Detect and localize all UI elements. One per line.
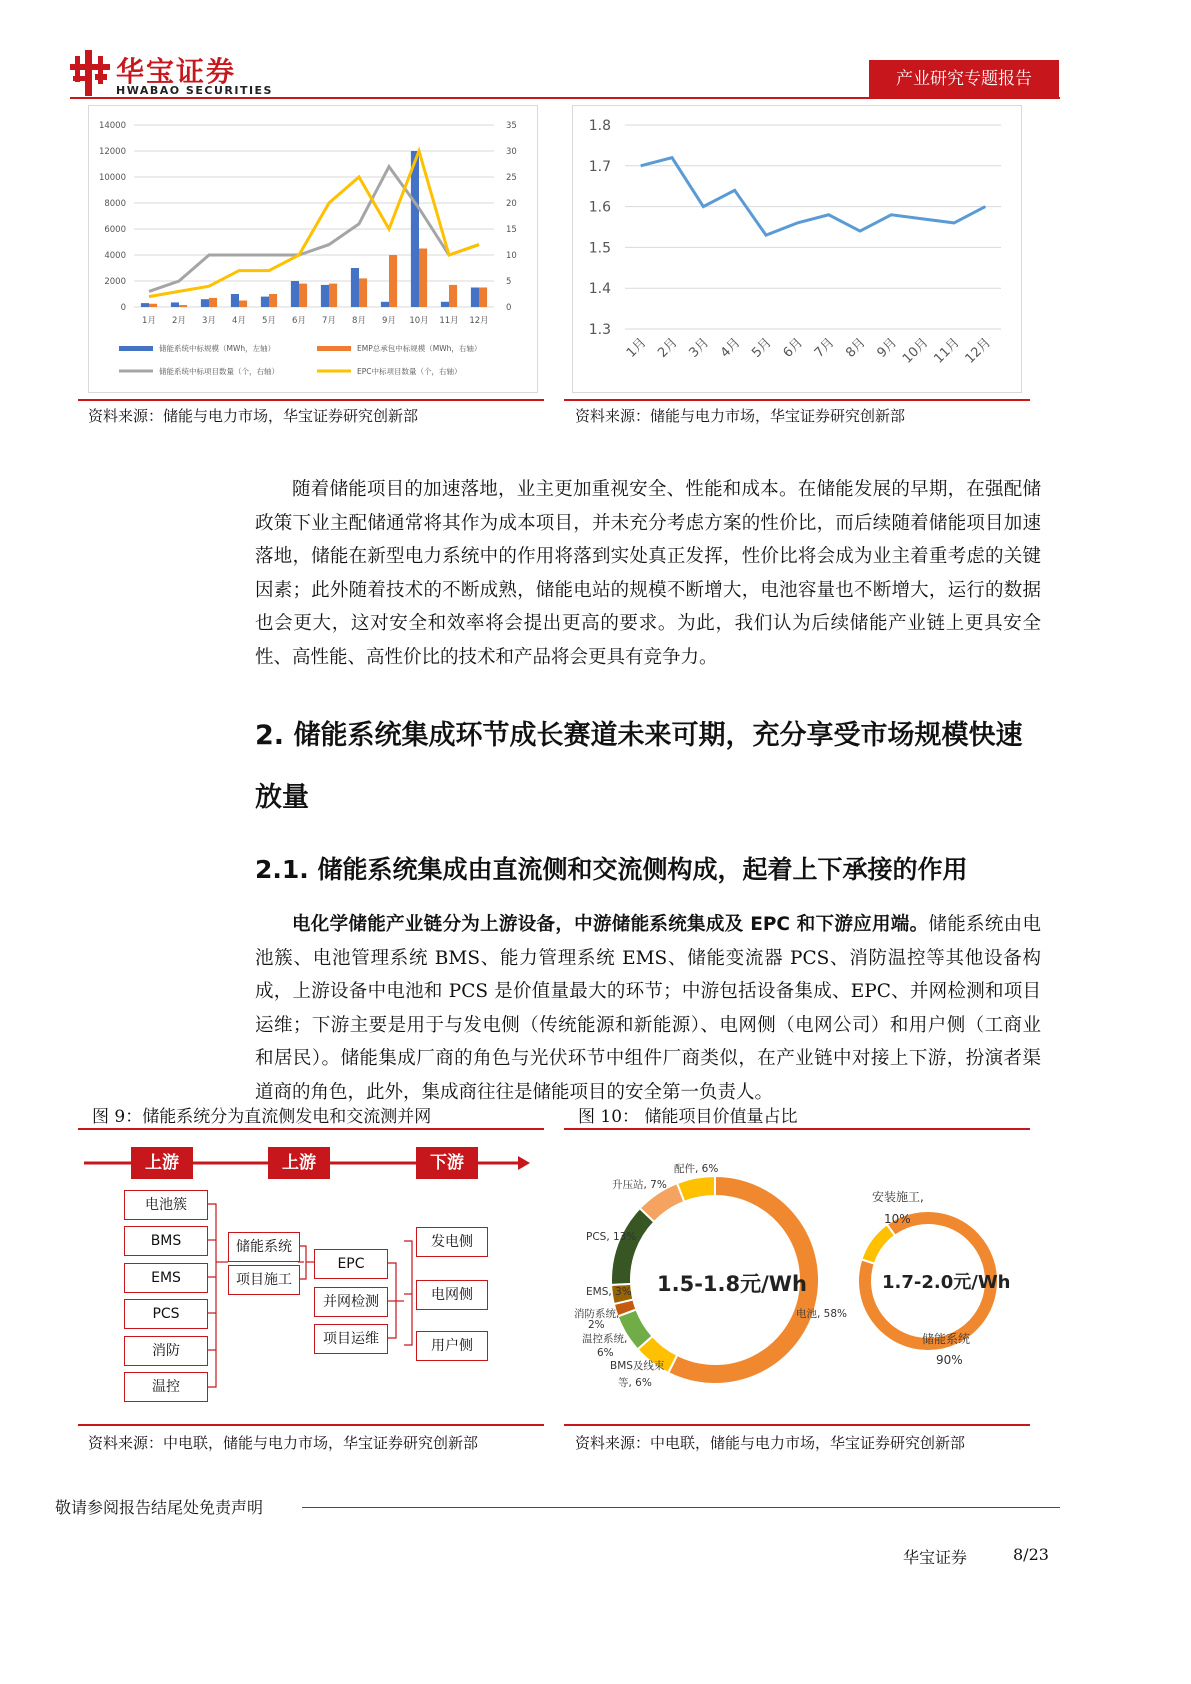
legend-label: 储能系统中标项目数量（个，右轴） (159, 367, 279, 376)
donut-slice (611, 1208, 654, 1285)
header-rule (70, 97, 1060, 99)
fig9-box-construction: 项目施工 (228, 1265, 300, 1295)
fig10-bottom-rule (564, 1424, 1030, 1426)
label-boost: 升压站, 7% (612, 1179, 667, 1191)
y-left-tick-label: 2000 (104, 277, 126, 287)
label-ems: EMS, 3% (586, 1286, 632, 1298)
series-line (641, 158, 986, 236)
footer-rule (302, 1507, 1060, 1508)
y-tick-label: 1.4 (588, 281, 611, 298)
x-tick-label: 12月 (469, 316, 489, 326)
para2-rest: 储能系统由电池簇、电池管理系统 BMS、能力管理系统 EMS、储能变流器 PCS、消防温控等其他设备构成，上游设备中电池和 PCS 是价值量最大的环节；中游包括设备集成、EPC、并网检测和项目运维；下游主要是用于与发电侧（传统能源和新能源）、电网侧（电网公司）和用户侧（工商业和居民）。储能集成厂商的角色与光伏环节中组件厂商类似，在产业链中对接上下游，扮演者渠道商的角色，此外，集成商往往是储能项目的安全第一负责人。 (255, 914, 1041, 1103)
y-right-tick-label: 35 (506, 121, 517, 131)
y-tick-label: 1.8 (588, 118, 611, 134)
section-heading (255, 705, 1041, 829)
bar (411, 151, 419, 307)
x-tick-label: 5月 (749, 335, 775, 361)
fig9-box-operation: 项目运维 (314, 1324, 388, 1354)
bar (201, 299, 209, 307)
x-tick-label: 10月 (409, 316, 429, 326)
fig9-bottom-rule (78, 1424, 544, 1426)
bar (419, 249, 427, 308)
header (0, 0, 1191, 105)
label-battery: 电池, 58% (796, 1308, 848, 1320)
bar (329, 284, 337, 307)
fig9-caption: 图 9：储能系统分为直流侧发电和交流测并网 (92, 1107, 432, 1127)
label-system-2: 90% (936, 1353, 963, 1367)
fig9-box-battery-cluster: 电池簇 (124, 1190, 208, 1220)
y-right-tick-label: 15 (506, 225, 517, 235)
fig9-head-upstream-2: 上游 (268, 1147, 330, 1179)
y-left-tick-label: 14000 (98, 121, 126, 131)
para2-bold: 电化学储能产业链分为上游设备，中游储能系统集成及 EPC 和下游应用端。 (292, 914, 929, 935)
label-temp-1: 温控系统, (582, 1333, 628, 1345)
label-fire-2: 2% (588, 1319, 605, 1331)
x-tick-label: 6月 (292, 316, 306, 326)
x-tick-label: 8月 (352, 316, 366, 326)
h3-text: 2.1. 储能系统集成由直流侧和交流侧构成，起着上下承接的作用 (255, 855, 968, 884)
donut-slice (861, 1224, 895, 1263)
x-tick-label: 9月 (382, 316, 396, 326)
bar (269, 294, 277, 307)
label-bms-1: BMS及线束 (610, 1360, 665, 1372)
label-system-1: 储能系统 (922, 1332, 971, 1346)
y-left-tick-label: 6000 (104, 225, 126, 235)
body-paragraph-2 (255, 908, 1041, 1109)
label-parts: 配件, 6% (674, 1163, 719, 1175)
y-right-tick-label: 10 (506, 251, 517, 261)
bar (351, 268, 359, 307)
x-tick-label: 11月 (931, 335, 963, 367)
x-tick-label: 3月 (202, 316, 216, 326)
legend-swatch (317, 346, 351, 351)
bar (171, 302, 179, 307)
x-tick-label: 7月 (811, 335, 838, 361)
legend-label: 储能系统中标规模（MWh，左轴） (159, 344, 276, 353)
legend-swatch (119, 346, 153, 351)
label-fire-1: 消防系统, (574, 1308, 620, 1320)
bar (381, 302, 389, 307)
x-tick-label: 4月 (232, 316, 246, 326)
report-type-badge: 产业研究专题报告 (869, 60, 1059, 98)
subsection-heading (255, 850, 1041, 886)
y-tick-label: 1.3 (588, 322, 611, 338)
bar (141, 303, 149, 307)
x-tick-label: 1月 (623, 335, 650, 361)
y-right-tick-label: 25 (506, 173, 517, 183)
label-install-1: 安装施工, (872, 1190, 924, 1204)
fig9-box-fire: 消防 (124, 1336, 208, 1366)
fig10-diagram (564, 1131, 1030, 1421)
bar (261, 297, 269, 307)
chart1-source: 资料来源：储能与电力市场，华宝证券研究创新部 (88, 407, 419, 425)
fig10-top-rule (564, 1128, 1030, 1130)
label-pcs: PCS, 13% (586, 1231, 637, 1243)
fig9-box-epc: EPC (314, 1249, 388, 1279)
y-tick-label: 1.6 (588, 199, 611, 216)
bar (231, 294, 239, 307)
donut2-center: 1.7-2.0元/Wh (882, 1272, 1011, 1293)
x-tick-label: 4月 (717, 335, 744, 361)
y-right-tick-label: 30 (506, 147, 517, 157)
x-tick-label: 2月 (172, 316, 186, 326)
body-paragraph-1 (255, 473, 1041, 674)
chart2-rule (564, 399, 1030, 401)
bar (449, 285, 457, 307)
y-left-tick-label: 8000 (104, 199, 126, 209)
bar (471, 288, 479, 308)
bar (239, 301, 247, 308)
x-tick-label: 1月 (142, 316, 156, 326)
fig9-box-pcs: PCS (124, 1299, 208, 1329)
y-right-tick-label: 20 (506, 199, 517, 209)
chart1-rule (78, 399, 544, 401)
fig10-caption: 图 10： 储能项目价值量占比 (578, 1107, 798, 1127)
chart2-svg (573, 106, 1021, 392)
para1-text: 随着储能项目的加速落地，业主更加重视安全、性能和成本。在储能发展的早期，在强配储政策下业主配储通常将其作为成本项目，并未充分考虑方案的性价比，而后续随着储能项目加速落地，储能在新型电力系统中的作用将落到实处真正发挥，性价比将会成为业主着重考虑的关键因素；此外随着技术的不断成熟，储能电站的规模不断增大，电池容量也不断增大，运行的数据也会更大，这对安全和效率将会提出更高的要求。为此，我们认为后续储能产业链上更具安全性、高性能、高性价比的技术和产品将会更具有竞争力。 (255, 479, 1041, 668)
fig9-box-grid-side: 电网侧 (416, 1280, 488, 1310)
fig9-box-grid-test: 并网检测 (314, 1287, 388, 1317)
fig9-top-rule (78, 1128, 544, 1130)
chart1-panel (88, 105, 538, 393)
logo-icon (70, 50, 110, 96)
bar (179, 305, 187, 307)
bar (299, 284, 307, 307)
brand-name-en: HWABAO SECURITIES (116, 84, 273, 97)
y-left-tick-label: 0 (120, 303, 126, 313)
legend-label: EPC中标项目数量（个，右轴） (357, 367, 462, 376)
footer-disclaimer: 敬请参阅报告结尾处免责声明 (55, 1498, 264, 1517)
brand-name: 华宝证券 (116, 55, 237, 88)
fig9-source: 资料来源：中电联，储能与电力市场，华宝证券研究创新部 (88, 1434, 479, 1452)
footer-brand: 华宝证券 (903, 1548, 968, 1567)
fig9-diagram (78, 1131, 544, 1421)
x-tick-label: 3月 (686, 335, 713, 361)
x-tick-label: 6月 (780, 335, 807, 361)
label-bms-2: 等, 6% (618, 1377, 652, 1389)
x-tick-label: 11月 (439, 316, 459, 326)
y-right-tick-label: 0 (506, 303, 512, 313)
fig9-box-storage-system: 储能系统 (228, 1232, 300, 1262)
label-temp-2: 6% (597, 1347, 614, 1359)
h2-text: 2. 储能系统集成环节成长赛道未来可期，充分享受市场规模快速放量 (255, 720, 1023, 813)
label-install-2: 10% (884, 1212, 911, 1226)
y-left-tick-label: 12000 (98, 147, 126, 157)
footer-page: 8/23 (1013, 1545, 1049, 1564)
chart1-svg (89, 106, 537, 392)
x-tick-label: 12月 (962, 335, 995, 367)
x-tick-label: 5月 (262, 316, 276, 326)
bar (479, 288, 487, 308)
bar (209, 298, 217, 307)
fig9-box-temp: 温控 (124, 1372, 208, 1402)
donut-slice (677, 1176, 715, 1202)
fig9-box-bms: BMS (124, 1226, 208, 1256)
legend-label: EMP总承包中标规模（MWh，右轴） (357, 344, 482, 353)
x-tick-label: 7月 (322, 316, 336, 326)
y-tick-label: 1.5 (588, 240, 611, 257)
fig10-source: 资料来源：中电联，储能与电力市场，华宝证券研究创新部 (575, 1434, 966, 1452)
y-right-tick-label: 5 (506, 277, 512, 287)
chart2-source: 资料来源：储能与电力市场，华宝证券研究创新部 (575, 407, 906, 425)
bar (321, 285, 329, 307)
y-tick-label: 1.7 (588, 158, 611, 175)
x-tick-label: 2月 (655, 335, 681, 361)
bar (441, 302, 449, 307)
donut1-center: 1.5-1.8元/Wh (657, 1272, 807, 1296)
bar (389, 255, 397, 307)
bar (149, 304, 157, 307)
x-tick-label: 9月 (874, 335, 901, 361)
x-tick-label: 8月 (843, 335, 869, 361)
y-left-tick-label: 10000 (98, 173, 126, 183)
fig9-box-generation-side: 发电侧 (416, 1227, 488, 1257)
fig9-box-user-side: 用户侧 (416, 1331, 488, 1361)
fig9-head-downstream: 下游 (416, 1147, 478, 1179)
y-left-tick-label: 4000 (104, 251, 126, 261)
chart2-panel (572, 105, 1022, 393)
fig9-box-ems: EMS (124, 1263, 208, 1293)
fig9-head-upstream-1: 上游 (131, 1147, 193, 1179)
x-tick-label: 10月 (899, 335, 932, 367)
bar (359, 278, 367, 307)
bar (291, 281, 299, 307)
